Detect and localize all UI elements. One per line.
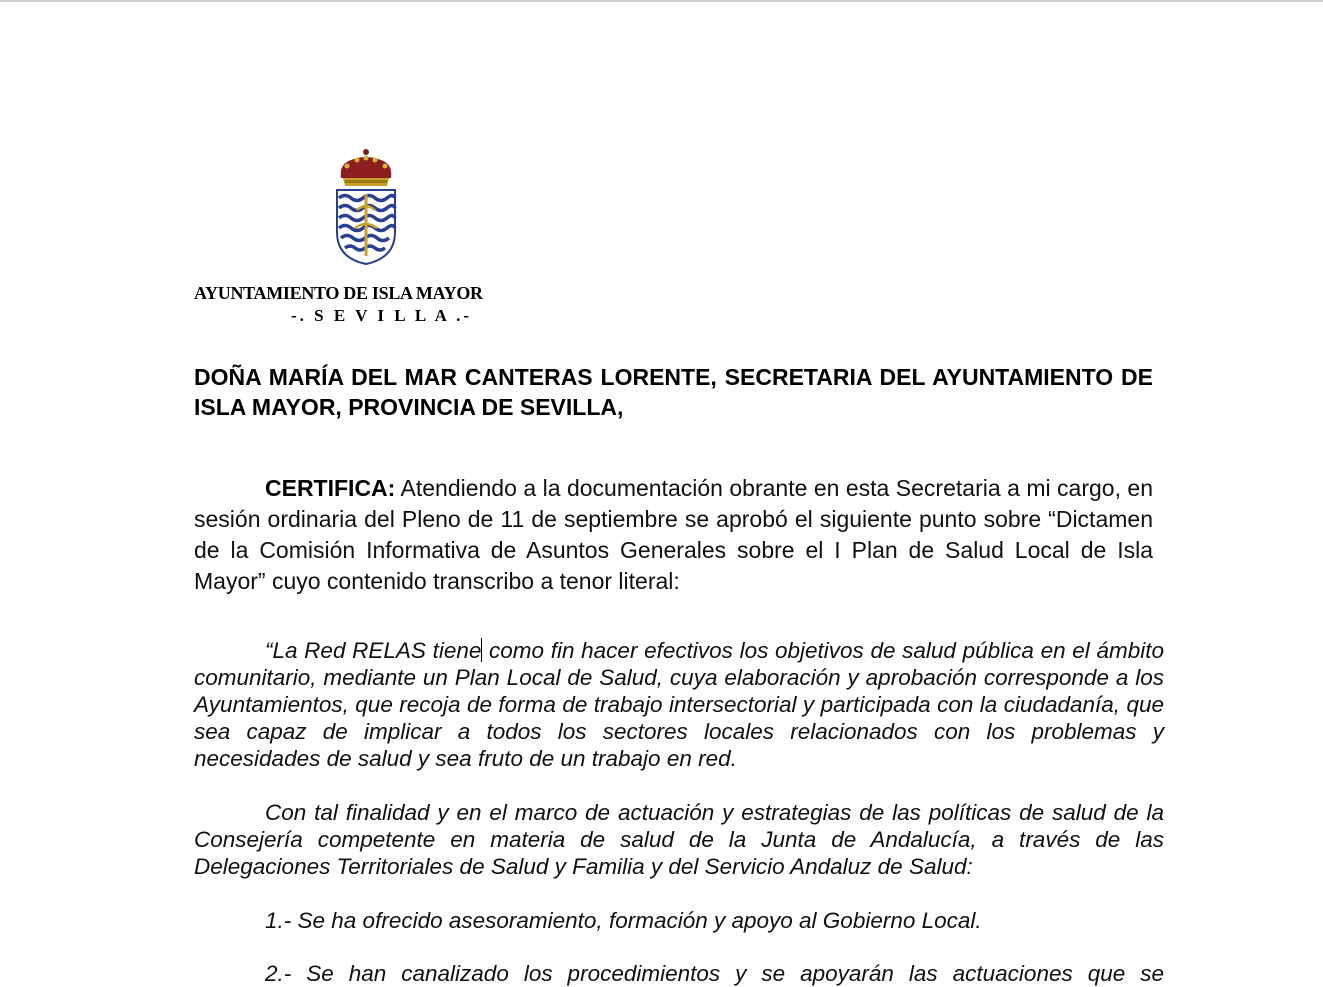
quote-paragraph-1 bbox=[194, 637, 1164, 772]
coat-of-arms-icon bbox=[333, 148, 399, 266]
list-item: 1.- Se ha ofrecido asesoramiento, formación y apoyo al Gobierno Local. bbox=[265, 908, 982, 933]
list-item: 2.- Se han canalizado los procedimientos y se apoyarán las actuaciones que se bbox=[265, 961, 1164, 986]
certifica-text: Atendiendo a la documentación obrante en esta Secretaria a mi cargo, en sesión ordinaria del Pleno de 11 de septiembre se aprobó el siguiente punto sobre “Dictamen de la Comisión Informativa de Asuntos Generales sobre el I Plan de Salud Local de Isla Mayor” cuyo contenido transcribo a tenor literal: bbox=[194, 475, 1153, 594]
certifica-label: CERTIFICA: bbox=[265, 475, 396, 501]
shield-icon bbox=[337, 190, 395, 264]
organization-name: AYUNTAMIENTO DE ISLA MAYOR bbox=[194, 283, 483, 303]
quote-p1-start: “La Red RELAS tiene bbox=[265, 638, 482, 663]
quote-paragraph-2: Con tal finalidad y en el marco de actuación y estrategias de las políticas de salud de la Consejería competente en materia de salud de la Junta de Andalucía, a través de las Delegaciones Territoriales de Salud y Familia y del Servicio Andaluz de Salud: bbox=[194, 800, 1164, 879]
document-page[interactable] bbox=[0, 2, 1323, 986]
quote-p1-rest: como fin hacer efectivos los objetivos de salud pública en el ámbito comunitario, mediante un Plan Local de Salud, cuya elaboración y aprobación corresponde a los Ayuntamientos, que recoja de forma de trabajo intersectorial y participada con la ciudadanía, que sea capaz de implicar a todos los sectores locales relacionados con los problemas y necesidades de salud y sea fruto de un trabajo en red. bbox=[194, 638, 1164, 771]
certification-paragraph bbox=[194, 473, 1153, 597]
document-heading: DOÑA MARÍA DEL MAR CANTERAS LORENTE, SECRETARIA DEL AYUNTAMIENTO DE ISLA MAYOR, PROVINCIA DE SEVILLA, bbox=[194, 364, 1153, 420]
organization-city: -. S E V I L L A .- bbox=[291, 306, 473, 325]
crown-icon bbox=[341, 149, 392, 186]
